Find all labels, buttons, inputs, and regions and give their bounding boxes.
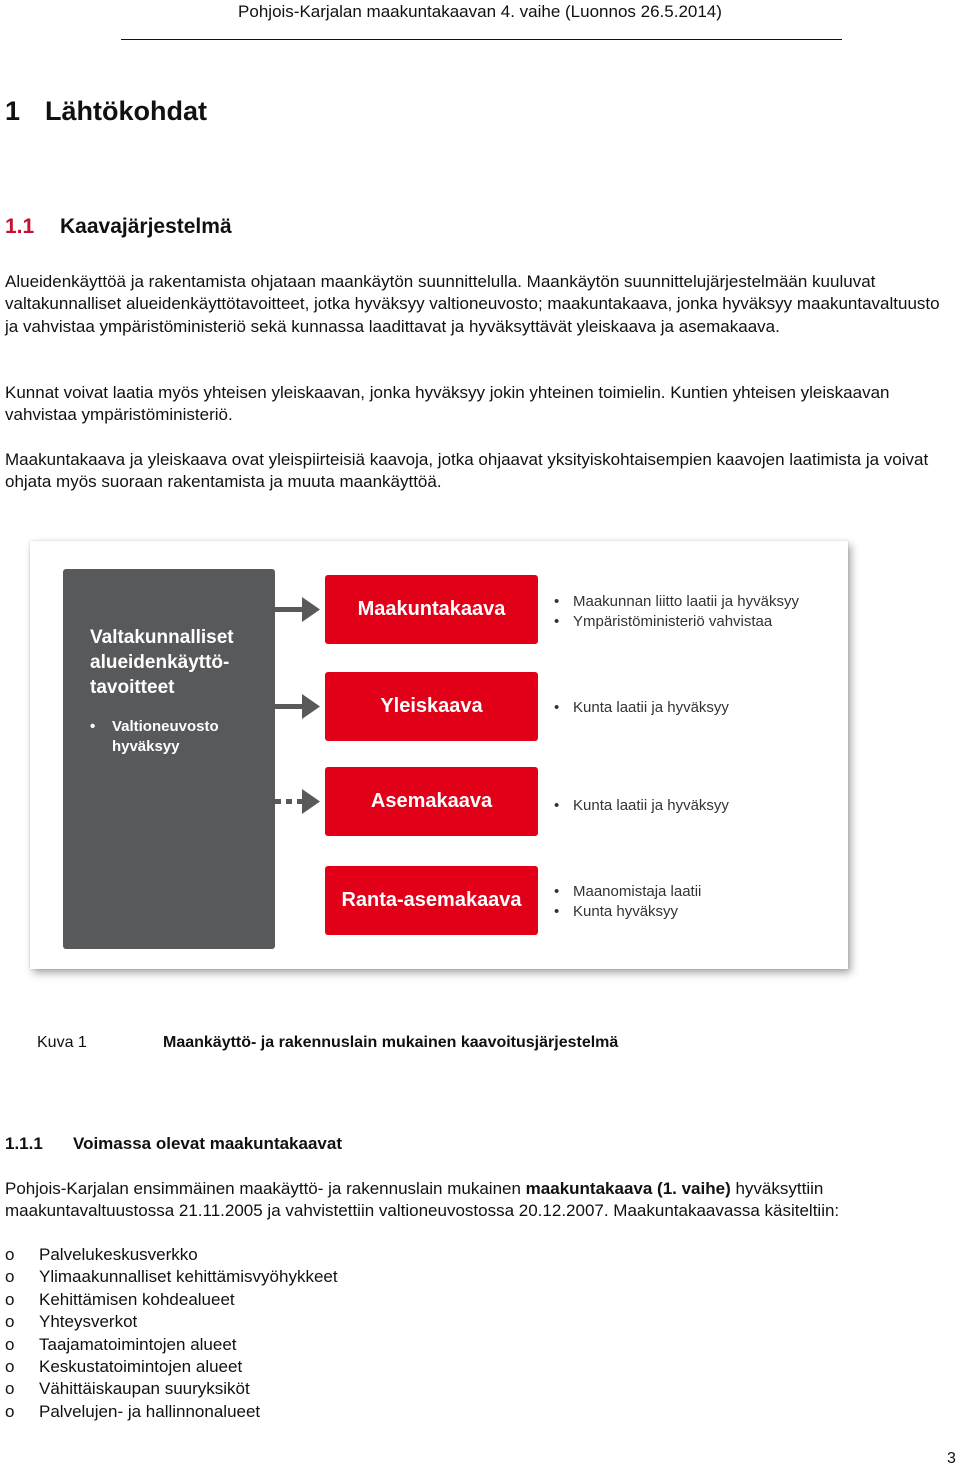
paragraph-4 bbox=[5, 1178, 955, 1223]
bullet-icon: o bbox=[5, 1312, 15, 1332]
level-asemakaava: Asemakaava bbox=[325, 767, 538, 836]
bullet-icon: o bbox=[5, 1334, 15, 1354]
planning-system-figure bbox=[30, 541, 848, 969]
list-item-text: Yhteysverkot bbox=[39, 1312, 138, 1332]
paragraph-3: Maakuntakaava ja yleiskaava ovat yleispiirteisiä kaavoja, jotka ohjaavat yksityiskohtaisempien kaavojen laatimista ja voivat ohjata myös suoraan rakentamista ja muuta maankäyttöä. bbox=[5, 450, 929, 492]
level-yleiskaava: Yleiskaava bbox=[325, 672, 538, 741]
figure-caption-label: Kuva 1 bbox=[37, 1034, 87, 1051]
heading-1-1-1 bbox=[5, 1134, 342, 1154]
level-note: Maakunnan liitto laatii ja hyväksyy bbox=[573, 593, 799, 610]
list-item bbox=[5, 1378, 338, 1400]
list-item bbox=[5, 1266, 338, 1288]
paragraph-4-end: hyväksyttiin maakuntavaltuustossa 21.11.2005 ja vahvistettiin valtioneuvostossa 20.12.2007. Maakuntakaavassa käsiteltiin: bbox=[5, 1179, 840, 1221]
list-item bbox=[5, 1244, 338, 1266]
level-notes bbox=[554, 698, 729, 718]
paragraph-4-start: Pohjois-Karjalan ensimmäinen maakäyttö- ja rakennuslain mukainen bbox=[5, 1179, 526, 1198]
paragraph-2: Kunnat voivat laatia myös yhteisen yleiskaavan, jonka hyväksyy jokin yhteinen toimielin. Kuntien yhteisen yleiskaavan vahvistaa ympäristöministeriö. bbox=[5, 383, 890, 425]
level-note: Kunta laatii ja hyväksyy bbox=[573, 797, 729, 814]
bullet-icon: o bbox=[5, 1401, 15, 1421]
bullet-icon: • bbox=[554, 613, 560, 630]
level-notes bbox=[554, 592, 799, 632]
level-notes bbox=[554, 882, 701, 922]
bullet-icon: o bbox=[5, 1267, 15, 1287]
list-item bbox=[5, 1356, 338, 1378]
topics-list bbox=[5, 1244, 338, 1423]
paragraph-4-bold: maakuntakaava (1. vaihe) bbox=[525, 1179, 731, 1198]
bullet-icon: • bbox=[554, 593, 560, 610]
list-item-text: Taajamatoimintojen alueet bbox=[39, 1334, 237, 1354]
bullet-icon: o bbox=[5, 1357, 15, 1377]
header-rule bbox=[121, 39, 842, 40]
bullet-icon: • bbox=[90, 718, 96, 735]
level-note: Ympäristöministeriö vahvistaa bbox=[573, 613, 773, 630]
national-guidelines-title: Valtakunnalliset alueidenkäyttö-tavoitteet bbox=[90, 627, 234, 698]
list-item bbox=[5, 1334, 338, 1356]
list-item bbox=[5, 1289, 338, 1311]
figure-caption-text: Maankäyttö- ja rakennuslain mukainen kaavoitusjärjestelmä bbox=[163, 1034, 619, 1051]
heading-1-title: Lähtökohdat bbox=[45, 96, 207, 126]
document-header-title: Pohjois-Karjalan maakuntakaavan 4. vaihe (Luonnos 26.5.2014) bbox=[238, 2, 722, 21]
list-item-text: Ylimaakunnalliset kehittämisvyöhykkeet bbox=[39, 1267, 338, 1287]
heading-1-1-1-title: Voimassa olevat maakuntakaavat bbox=[73, 1134, 342, 1153]
list-item-text: Kehittämisen kohdealueet bbox=[39, 1289, 235, 1309]
heading-1-number: 1 bbox=[5, 96, 21, 126]
level-ranta-asemakaava: Ranta-asemakaava bbox=[325, 866, 538, 935]
bullet-icon: o bbox=[5, 1379, 15, 1399]
list-item-text: Palvelukeskusverkko bbox=[39, 1245, 198, 1264]
heading-1-1 bbox=[5, 215, 232, 239]
bullet-icon: • bbox=[554, 883, 560, 900]
level-maakuntakaava: Maakuntakaava bbox=[325, 575, 538, 644]
bullet-icon: o bbox=[5, 1289, 15, 1309]
national-guidelines-bullet-text: Valtioneuvosto hyväksyy bbox=[111, 718, 219, 755]
heading-1-1-1-number: 1.1.1 bbox=[5, 1134, 43, 1153]
heading-1-1-number: 1.1 bbox=[5, 215, 35, 238]
heading-1-1-title: Kaavajärjestelmä bbox=[60, 215, 232, 238]
dashed-arrow-icon bbox=[275, 789, 320, 814]
level-notes bbox=[554, 796, 729, 816]
bullet-icon: • bbox=[554, 903, 560, 920]
bullet-icon: • bbox=[554, 699, 560, 716]
bullet-icon: o bbox=[5, 1245, 15, 1264]
page-number: 3 bbox=[947, 1450, 956, 1467]
list-item-text: Keskustatoimintojen alueet bbox=[39, 1357, 243, 1377]
list-item bbox=[5, 1401, 338, 1423]
solid-arrow-icon bbox=[275, 597, 320, 622]
paragraph-1: Alueidenkäyttöä ja rakentamista ohjataan maankäytön suunnittelulla. Maankäytön suunnittelujärjestelmään kuuluvat valtakunnalliset alueidenkäyttötavoitteet, jotka hyväksyy valtioneuvosto; maakuntakaava, jonka hyväksyy maakuntavaltuusto ja vahvistaa ympäristöministeriö sekä kunnassa laadittavat ja hyväksyttävät yleiskaava ja asemakaava. bbox=[5, 272, 940, 336]
bullet-icon: • bbox=[554, 797, 560, 814]
solid-arrow-icon bbox=[275, 694, 320, 719]
level-note: Kunta laatii ja hyväksyy bbox=[573, 699, 729, 716]
list-item bbox=[5, 1311, 338, 1333]
list-item-text: Vähittäiskaupan suuryksiköt bbox=[39, 1379, 250, 1399]
level-note: Kunta hyväksyy bbox=[573, 903, 679, 920]
list-item-text: Palvelujen- ja hallinnonalueet bbox=[39, 1401, 261, 1421]
heading-1 bbox=[5, 96, 207, 127]
level-note: Maanomistaja laatii bbox=[573, 883, 702, 900]
